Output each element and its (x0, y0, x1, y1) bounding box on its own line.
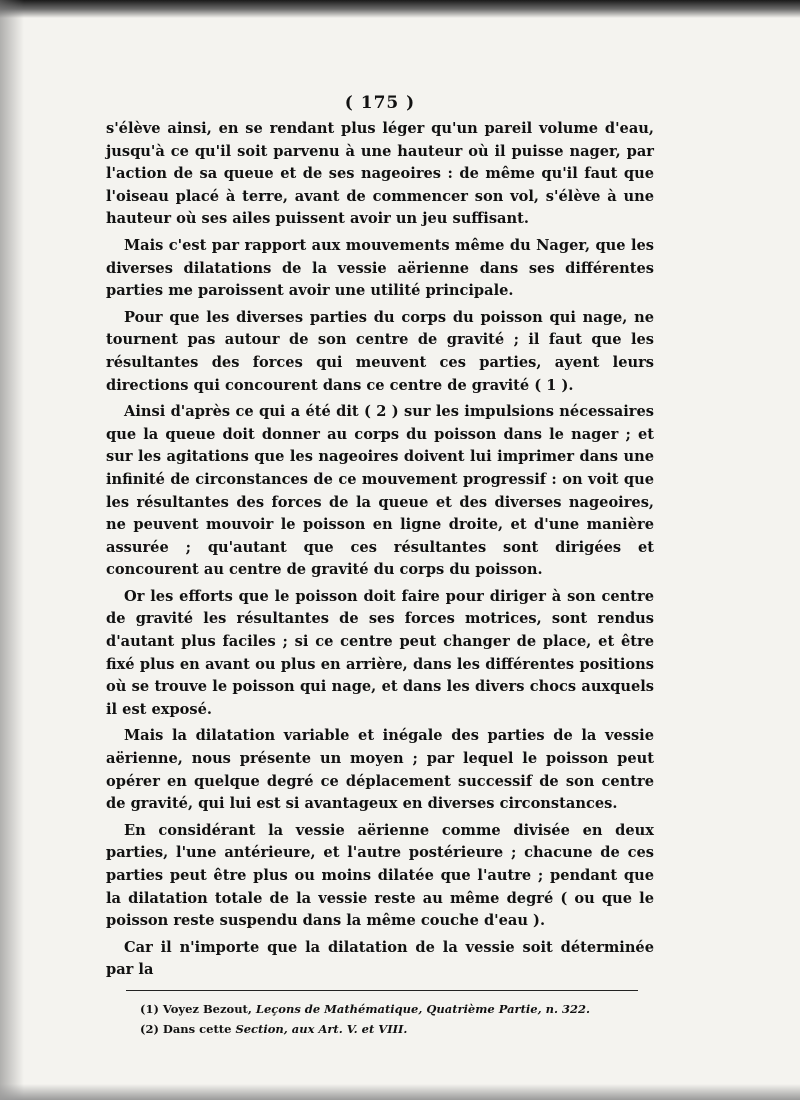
footnote-2-text: (2) Dans cette (140, 1021, 232, 1036)
scan-edge-bottom (0, 1084, 800, 1100)
paragraph: Mais c'est par rapport aux mouvements même du Nager, que les diverses dilatations de la vessie aërienne dans ses différentes parties me paroissent avoir une utilité principale. (106, 236, 654, 300)
paragraph: Ainsi d'après ce qui a été dit ( 2 ) sur les impulsions nécessaires que la queue doit donner au corps du poisson dans le nager ; et sur les agitations que les nageoires doivent lui imprimer dans une infinité de circonstances de ce mouvement progressif : on voit que les résultantes des forces de la queue et des diverses nageoires, ne peuvent mouvoir le poisson en ligne droite, et d'une manière assurée ; qu'autant que ces résultantes sont dirigées et concourent au centre de gravité du corps du poisson. (106, 403, 654, 579)
paragraph: Or les efforts que le poisson doit faire pour diriger à son centre de gravité les résultantes de ses forces motrices, sont rendus d'autant plus faciles ; si ce centre peut changer de place, et être fixé plus en avant ou plus en arrière, dans les différentes positions où se trouve le poisson qui nage, et dans les divers chocs auxquels il est exposé. (106, 587, 654, 718)
paragraph: En considérant la vessie aërienne comme divisée en deux parties, l'une antérieure, et l'autre postérieure ; chacune de ces parties peut être plus ou moins dilatée que l'autre ; pendant que la dilatation totale de la vessie reste au même degré ( ou que le poisson reste suspendu dans la même couche d'eau ). (106, 821, 654, 930)
book-page (106, 92, 654, 1039)
scan-edge-left (0, 0, 24, 1100)
footnote-2-citation: Section, aux Art. V. et VIII. (235, 1021, 408, 1036)
footnote-1 (140, 999, 654, 1019)
footnote-divider (126, 990, 638, 991)
paragraph: s'élève ainsi, en se rendant plus léger qu'un pareil volume d'eau, jusqu'à ce qu'il soit parvenu à une hauteur où il puisse nager, par l'action de sa queue et de ses nageoires : de même qu'il faut que l'oiseau placé à terre, avant de commencer son vol, s'élève à une hauteur où ses ailes puissent avoir un jeu suffisant. (106, 120, 654, 228)
footnote-1-citation: Leçons de Mathématique, Quatrième Partie, n. 322. (255, 1001, 590, 1016)
paragraph: Car il n'importe que la dilatation de la vessie soit déterminée par la (106, 938, 654, 979)
paragraph: Pour que les diverses parties du corps du poisson qui nage, ne tournent pas autour de son centre de gravité ; il faut que les résultantes des forces qui meuvent ces parties, ayent leurs directions qui concourent dans ce centre de gravité ( 1 ). (106, 308, 654, 394)
page-number: ( 175 ) (344, 93, 416, 113)
footnote-2 (140, 1019, 654, 1039)
scan-edge-top (0, 0, 800, 18)
paragraph: Mais la dilatation variable et inégale des parties de la vessie aërienne, nous présente un moyen ; par lequel le poisson peut opérer en quelque degré ce déplacement successif de son centre de gravité, qui lui est si avantageux en diverses circonstances. (106, 727, 654, 813)
footnote-1-text: (1) Voyez Bezout, (140, 1001, 252, 1016)
